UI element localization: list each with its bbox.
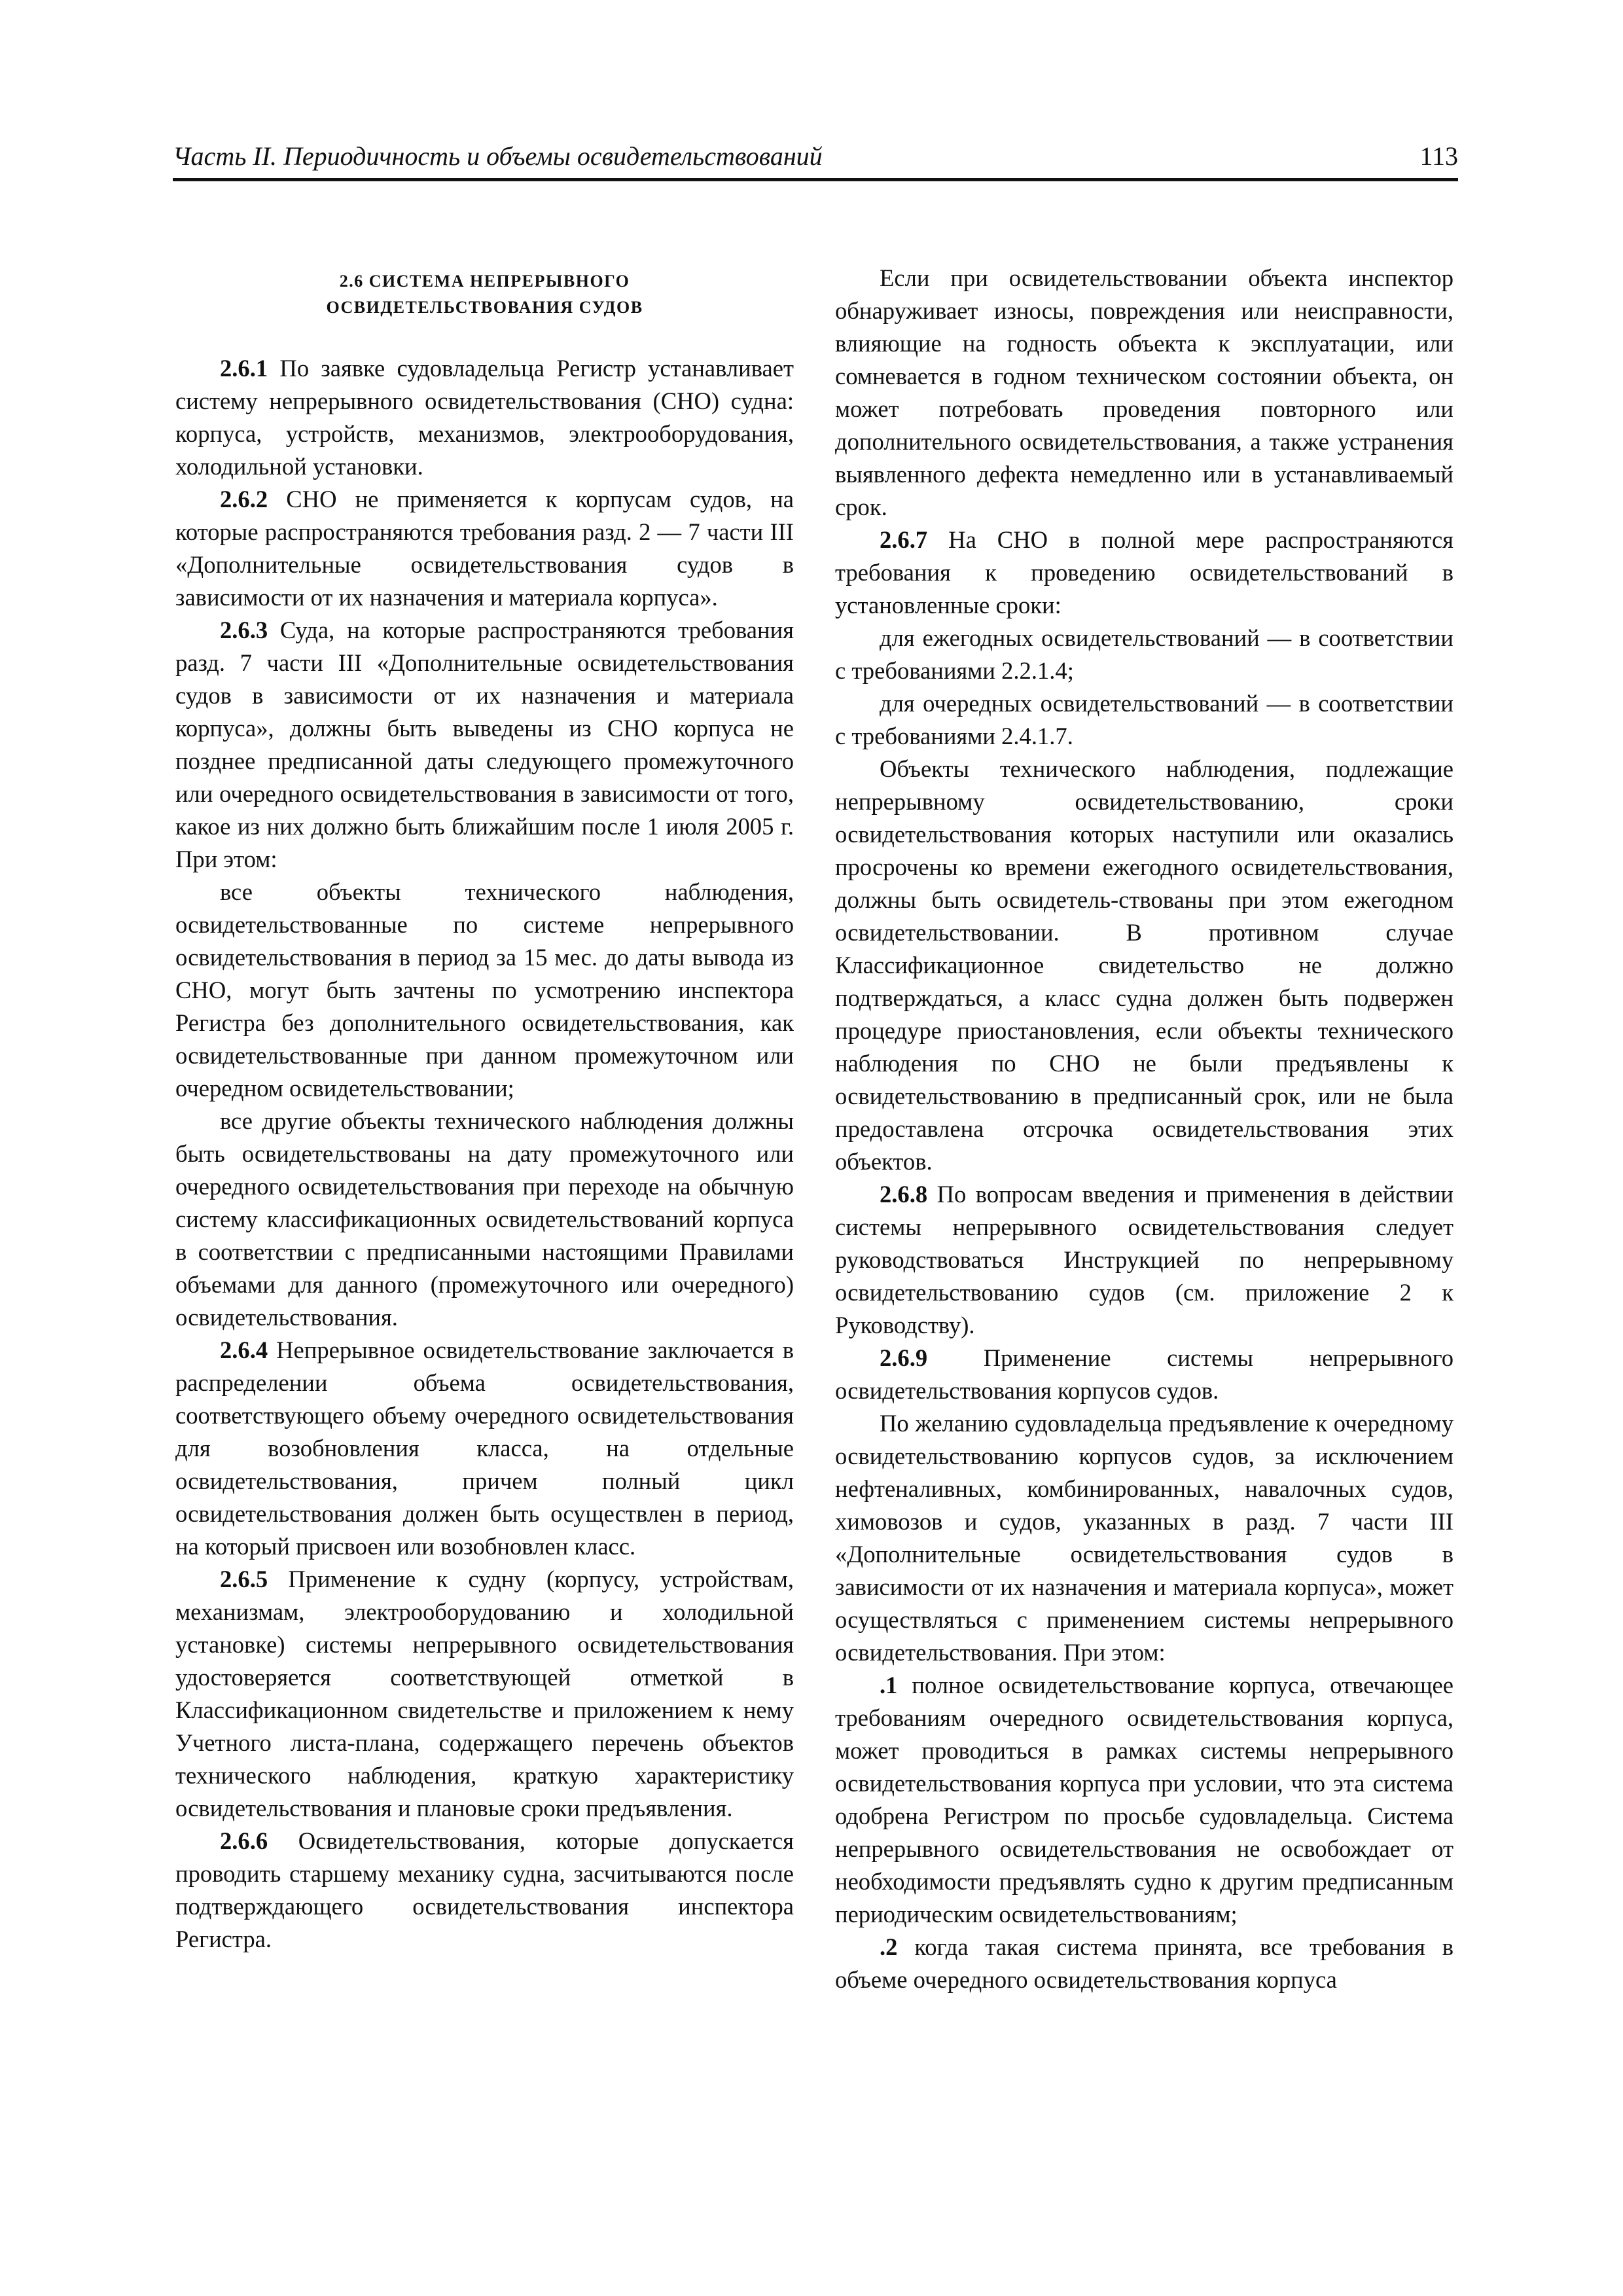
- header-rule: [173, 178, 1458, 181]
- paragraph-2-6-8: [835, 1178, 1454, 1342]
- paragraph-owner-request: По желанию судовладельца предъявление к очередному освидетельствованию корпусов судов, за исключением нефтеналивных, комбинированных, навалочных судов, химовозов и судов, указанных в разд. 7 части III «Дополнительные освидетельствования судов в зависимости от их назначения и материала корпуса», может осуществляться с применением системы непрерывного освидетельствования. При этом:: [835, 1410, 1454, 1666]
- page-number: 113: [1419, 141, 1458, 171]
- paragraph-2-6-2: [175, 483, 794, 614]
- paragraph-2-6-1: [175, 352, 794, 483]
- paragraph-2-6-5: [175, 1563, 794, 1825]
- paragraph-item-2: [835, 1931, 1454, 1996]
- clause-number: 2.6.4: [220, 1336, 268, 1363]
- item-text: полное освидетельствование корпуса, отвечающее требованиям очередного освидетельствования корпуса, может проводиться в рамках системы непрерывного освидетельствования корпуса при условии, что эта система одобрена Регистром по просьбе судовладельца. Система непрерывного освидетельствования не освобождает от необходимости предъявлять судно к другим предписанным периодическим освидетельствованиям;: [835, 1672, 1454, 1928]
- clause-text: Применение системы непрерывного освидетельствования корпусов судов.: [835, 1344, 1454, 1404]
- clause-number: 2.6.2: [220, 486, 268, 512]
- paragraph-2-6-7: [835, 524, 1454, 622]
- paragraph-list-item-2: все другие объекты технического наблюдения должны быть освидетельствованы на дату промежуточного или очередного освидетельствования при переходе на обычную систему классификационных освидетельствований корпуса в соответствии с предписанными настоящими Правилами объемами для данного (промежуточного или очередного) освидетельствования.: [175, 1107, 794, 1331]
- section-title: [175, 268, 794, 321]
- clause-number: 2.6.9: [880, 1344, 928, 1371]
- clause-text: Суда, на которые распространяются требования разд. 7 части III «Дополнительные освидетельствования судов в зависимости от их назначения и материала корпуса», должны быть выведены из СНО корпуса не позднее предписанной даты следующего промежуточного или очередного освидетельствования в зависимости от того, какое из них должно быть ближайшим после 1 июля 2005 г. При этом:: [175, 617, 794, 872]
- clause-text: На СНО в полной мере распространяются требования к проведению освидетельствований в установленные сроки:: [835, 526, 1454, 619]
- clause-number: 2.6.8: [880, 1181, 928, 1208]
- clause-number: 2.6.6: [220, 1827, 268, 1854]
- paragraph-2-6-9: [835, 1342, 1454, 1407]
- running-header-title: Часть II. Периодичность и объемы освидетельствований: [173, 141, 823, 171]
- paragraph-overdue-objects: Объекты технического наблюдения, подлежащие непрерывному освидетельствованию, сроки освидетельствования которых наступили или оказались просрочены ко времени ежегодного освидетельствования, должны быть освидетель-ствованы при этом ежегодном освидетельствовании. В противном случае Классификационное свидетельство не должно подтверждаться, а класс судна должен быть подвержен процедуре приостановления, если объекты технического наблюдения по СНО не были предъявлены к освидетельствованию в предписанный срок, или не была предоставлена отсрочка освидетельствования этих объектов.: [835, 755, 1454, 1175]
- clause-number: 2.6.7: [880, 526, 928, 553]
- item-number: .2: [880, 1933, 898, 1960]
- clause-text: По вопросам введения и применения в действии системы непрерывного освидетельствования следует руководствоваться Инструкцией по непрерывному освидетельствованию судов (см. приложение 2 к Руководству).: [835, 1181, 1454, 1338]
- paragraph-2-6-4: [175, 1334, 794, 1563]
- clause-number: 2.6.1: [220, 355, 268, 382]
- paragraph-2-6-3: [175, 614, 794, 876]
- clause-text: СНО не применяется к корпусам судов, на которые распространяются требования разд. 2 — 7 части III «Дополнительные освидетельствования судов в зависимости от их назначения и материала корпуса».: [175, 486, 794, 611]
- clause-number: 2.6.5: [220, 1566, 268, 1592]
- paragraph-inspector-findings: Если при освидетельствовании объекта инспектор обнаруживает износы, повреждения или неисправности, влияющие на годность объекта к эксплуатации, или сомневается в годном техническом состоянии объекта, он может потребовать проведения повторного или дополнительного освидетельствования, а также устранения выявленного дефекта немедленно или в устанавливаемый срок.: [835, 264, 1454, 520]
- paragraph-annual-surveys: для ежегодных освидетельствований — в соответствии с требованиями 2.2.1.4;: [835, 624, 1454, 684]
- paragraph-2-6-6: [175, 1825, 794, 1956]
- paragraph-special-surveys: для очередных освидетельствований — в соответствии с требованиями 2.4.1.7.: [835, 690, 1454, 749]
- item-number: .1: [880, 1672, 898, 1698]
- section-title-line-2: ОСВИДЕТЕЛЬСТВОВАНИЯ СУДОВ: [326, 298, 643, 317]
- item-text: когда такая система принята, все требования в объеме очередного освидетельствования корпуса: [835, 1933, 1454, 1993]
- clause-number: 2.6.3: [220, 617, 268, 643]
- clause-text: Непрерывное освидетельствование заключается в распределении объема освидетельствования, соответствующего объему очередного освидетельствования для возобновления класса, на отдельные освидетельствования, причем полный цикл освидетельствования должен быть осуществлен в период, на который присвоен или возобновлен класс.: [175, 1336, 794, 1560]
- clause-text: Применение к судну (корпусу, устройствам, механизмам, электрооборудованию и холодильной установке) системы непрерывного освидетельствования удостоверяется соответствующей отметкой в Классификационном свидетельстве и приложением к нему Учетного листа-плана, содержащего перечень объектов технического наблюдения, краткую характеристику освидетельствования и плановые сроки предъявления.: [175, 1566, 794, 1821]
- page-header: [173, 143, 1458, 175]
- clause-text: Освидетельствования, которые допускается проводить старшему механику судна, засчитываются после подтверждающего освидетельствования инспектора Регистра.: [175, 1827, 794, 1952]
- left-column: [175, 262, 794, 1956]
- paragraph-list-item-1: все объекты технического наблюдения, освидетельствованные по системе непрерывного освидетельствования в период за 15 мес. до даты вывода из СНО, могут быть зачтены по усмотрению инспектора Регистра без дополнительного освидетельствования, как освидетельствованные при данном промежуточном или очередном освидетельствовании;: [175, 878, 794, 1102]
- right-column: [835, 262, 1454, 1996]
- clause-text: По заявке судовладельца Регистр устанавливает систему непрерывного освидетельствования (СНО) судна: корпуса, устройств, механизмов, электрооборудования, холодильной установки.: [175, 355, 794, 480]
- section-title-line-1: 2.6 СИСТЕМА НЕПРЕРЫВНОГО: [339, 272, 630, 291]
- paragraph-item-1: [835, 1669, 1454, 1931]
